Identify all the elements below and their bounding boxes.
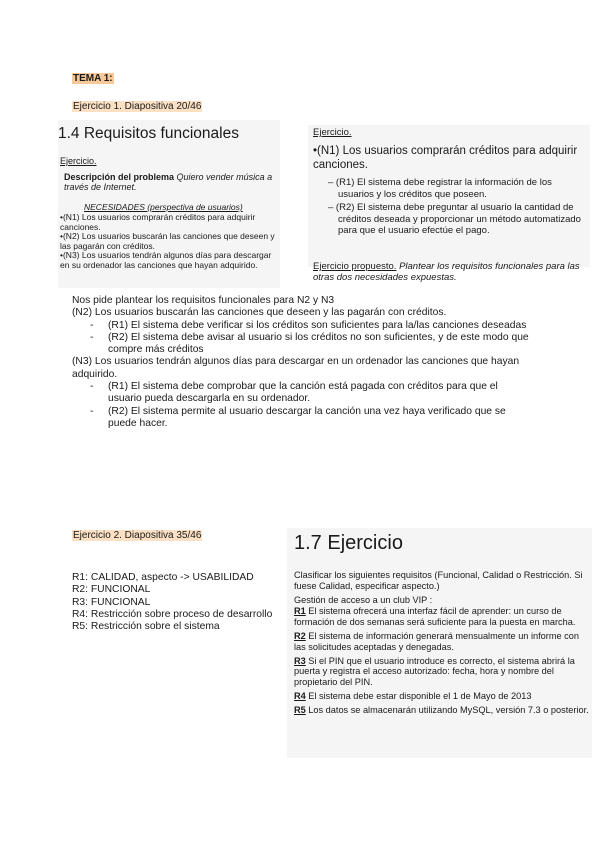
classification-item: R2: FUNCIONAL [72, 584, 151, 596]
dash: - [90, 319, 94, 331]
answer-n2-r2 [90, 332, 532, 357]
answer-n3-r2 [90, 406, 532, 431]
need-item: •(N3) Los usuarios tendrán algunos días para descargar en su ordenador las canciones que hayan adquirido. [60, 250, 272, 270]
req-tag: R2 [294, 630, 306, 641]
slide3-item [294, 656, 590, 688]
exercise1-label [72, 101, 202, 112]
req-tag: R5 [294, 704, 306, 715]
slide3-item [294, 691, 590, 702]
answer-item-text: (R2) El sistema debe avisar al usuario si los créditos no son suficientes, y de este modo que compre más créditos [108, 331, 529, 356]
answer-n3: (N3) Los usuarios tendrán algunos días para descargar en un ordenador las canciones que hayan adquirido. [72, 356, 520, 380]
exercise2-label [72, 530, 202, 541]
req-text: El sistema de información generará mensualmente un informe con las solicitudes aceptadas y denegadas. [294, 630, 579, 652]
slide1-description [64, 172, 274, 192]
slide2-main-need: •(N1) Los usuarios comprarán créditos para adquirir canciones. [313, 145, 578, 171]
dash: - [90, 405, 94, 417]
answer-item-text: (R2) El sistema permite al usuario descargar la canción una vez haya verificado que se puede hacer. [108, 405, 506, 429]
slide1-title: 1.4 Requisitos funcionales [58, 125, 239, 142]
slide2-ejercicio: Ejercicio. [313, 127, 352, 138]
slide3-item [294, 631, 590, 653]
exercise2-text: Ejercicio 2. Diapositiva 35/46 [73, 530, 202, 541]
slide2-proposed [313, 261, 593, 283]
classification-item: R1: CALIDAD, aspecto -> USABILIDAD [72, 572, 254, 583]
classification-item: R5: Restricción sobre el sistema [72, 621, 220, 633]
answer-n3-r1 [90, 381, 532, 406]
requirements-classification [72, 572, 272, 633]
slide1-ejercicio: Ejercicio. [60, 156, 97, 166]
req-tag: R4 [294, 690, 306, 701]
desc-bold: Descripción del problema [64, 172, 175, 182]
req-text: Si el PIN que el usuario introduce es correcto, el sistema abrirá la puerta y registra el acceso autorizado: fecha, hora y nombre del propietario del PIN. [294, 655, 575, 688]
answer-n2-r1 [90, 320, 532, 332]
requirement-item: – (R1) El sistema debe registrar la información de los usuarios y los créditos que poseen. [328, 177, 552, 200]
req-text: Los datos se almacenarán utilizando MySQL, versión 7.3 o posterior. [305, 704, 589, 715]
answer-intro: Nos pide plantear los requisitos funcionales para N2 y N3 [72, 295, 335, 306]
dash: - [90, 331, 94, 343]
proposed-text: Plantear los requisitos funcionales para las otras dos necesidades expuestas. [313, 261, 580, 283]
classification-item: R3: FUNCIONAL [72, 596, 151, 608]
need-item: •(N2) Los usuarios buscarán las canciones que deseen y las pagarán con créditos. [60, 231, 275, 251]
slide2-requirements-list [328, 177, 586, 239]
slide3-intro: Clasificar los siguientes requisitos (Funcional, Calidad o Restricción. Si fuese Calidad, especificar aspecto.) [294, 570, 583, 591]
slide3-item [294, 705, 590, 716]
slide-requisitos-funcionales [58, 120, 280, 288]
tema-heading [72, 73, 114, 84]
exercise1-text: Ejercicio 1. Diapositiva 20/46 [73, 101, 202, 112]
req-text: El sistema ofrecerá una interfaz fácil de aprender: un curso de formación de dos semanas será suficiente para la puesta en marcha. [294, 606, 576, 628]
req-tag: R3 [294, 655, 306, 666]
need-item: •(N1) Los usuarios comprarán créditos para adquirir canciones. [60, 212, 256, 232]
slide-ejercicio-n1 [308, 125, 590, 283]
answer-item-text: (R1) El sistema debe comprobar que la canción está pagada con créditos para que el usuario pueda descargarla en su ordenador. [108, 381, 498, 405]
dash: - [90, 381, 94, 393]
answer-item-text: (R1) El sistema debe verificar si los créditos son suficientes para la/las canciones deseadas [108, 319, 527, 331]
answer-n2: (N2) Los usuarios buscarán las canciones que deseen y las pagarán con créditos. [72, 307, 447, 319]
slide1-necesidades: NECESIDADES (perspectiva de usuarios) [84, 202, 243, 212]
classification-item: R4: Restricción sobre proceso de desarrollo [72, 608, 273, 620]
requirement-item: – (R2) El sistema debe preguntar al usuario la cantidad de créditos deseada y proporcionar un método automatizado para que el usuario efectúe el pago. [328, 202, 581, 236]
slide3-subtitle: Gestión de acceso a un club VIP : [294, 594, 433, 605]
slide3-title: 1.7 Ejercicio [294, 532, 403, 554]
req-tag: R1 [294, 606, 306, 617]
slide3-body [294, 570, 590, 719]
answer-block [72, 295, 532, 430]
req-text: El sistema debe estar disponible el 1 de Mayo de 2013 [305, 690, 532, 701]
slide1-needs-list [60, 213, 278, 270]
proposed-label: Ejercicio propuesto. [313, 261, 397, 272]
desc-italic: Quiero vender música a través de Internet. [64, 172, 273, 192]
slide3-item [294, 606, 590, 628]
slide-ejercicio-1-7 [287, 528, 592, 758]
tema-label: TEMA 1: [73, 73, 113, 84]
